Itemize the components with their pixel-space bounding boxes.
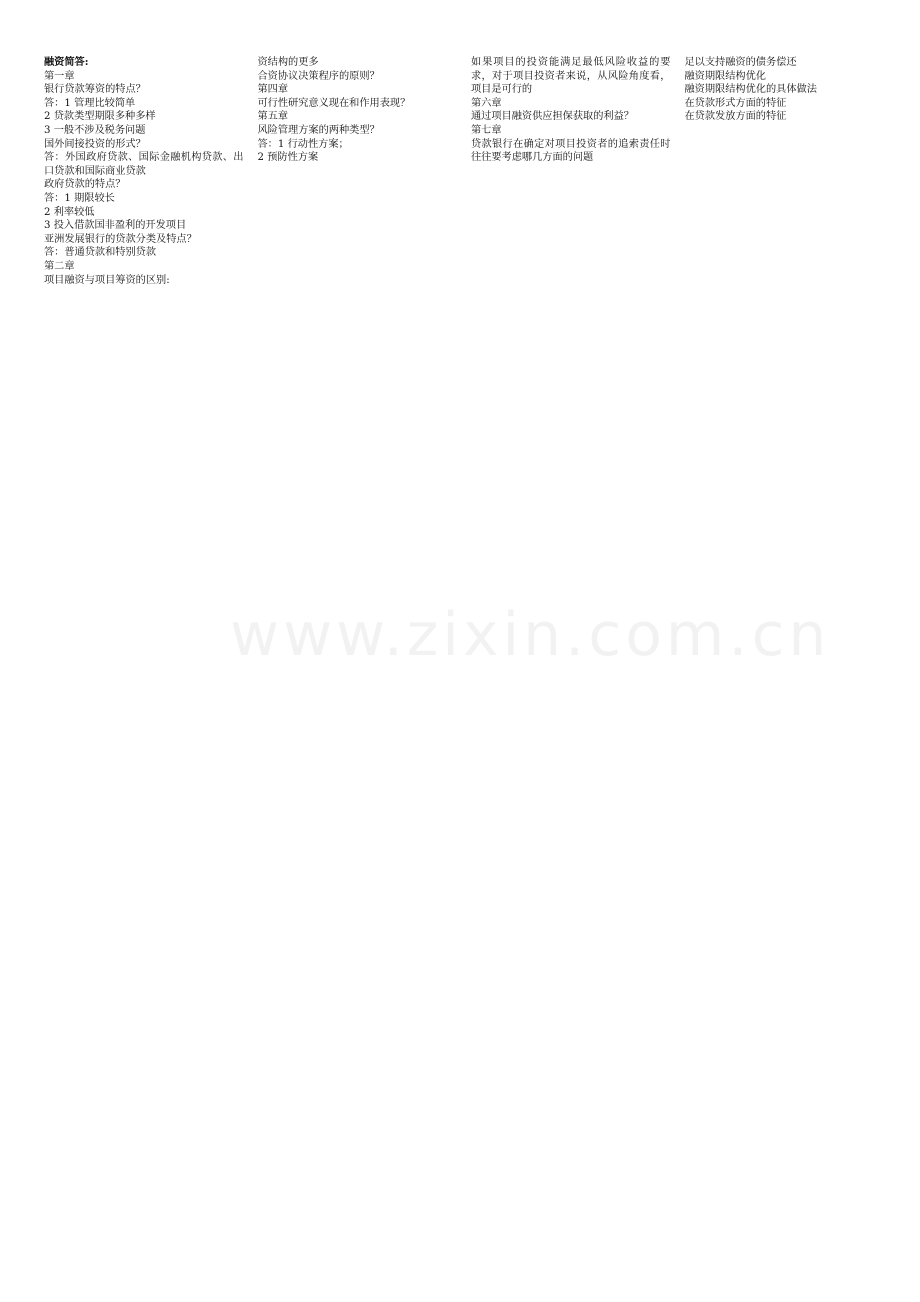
- text-line: 第二章: [44, 260, 75, 272]
- text-line: 银行贷款筹资的特点？: [44, 84, 146, 96]
- text-line: 3 投入借款国非盈利的开发项目: [44, 220, 187, 232]
- text-line: 国外间接投资的形式？: [44, 138, 146, 150]
- text-column-1: [44, 56, 244, 1286]
- text-line: 合资协议决策程序的原则？: [257, 70, 380, 82]
- text-column-2: [258, 56, 458, 1286]
- text-line: 第七章: [471, 124, 502, 136]
- text-line: 如果项目的投资能满足最低风险收益的要求，对于项目投资者来说，从风险角度看，项目是可行的: [471, 57, 671, 96]
- text-line: 在贷款发放方面的特征: [684, 111, 787, 123]
- text-line: 贷款银行在确定对项目投资者的追索责任时往往要考虑哪几方面的问题: [471, 138, 671, 164]
- text-line: 通过项目融资供应担保获取的利益？: [471, 111, 634, 123]
- text-line: 答：1 期限较长: [44, 192, 115, 204]
- text-line: 第五章: [257, 111, 289, 123]
- text-line: 答：1 管理比较简单: [44, 97, 136, 109]
- text-line: 融资期限结构优化: [684, 70, 766, 82]
- text-line: 足以支持融资的债务偿还: [684, 57, 797, 68]
- text-column-3: [471, 56, 671, 1286]
- text-line: 资结构的更多: [257, 57, 319, 68]
- text-line: 政府贷款的特点？: [44, 179, 126, 191]
- text-line: 2 利率较低: [44, 206, 95, 218]
- text-line: 3 一般不涉及税务问题: [44, 124, 146, 136]
- text-line: 2 贷款类型期限多种多样: [44, 111, 156, 123]
- text-line: 融资期限结构优化的具体做法: [684, 84, 817, 96]
- text-line: 风险管理方案的两种类型？: [257, 124, 380, 136]
- document-page: [44, 56, 884, 1286]
- watermark: www.zixin.com.cn: [230, 600, 831, 670]
- text-line: 项目融资与项目筹资的区别:: [44, 274, 170, 286]
- text-line: 融资简答:: [44, 56, 89, 68]
- text-line: 答：1 行动性方案；: [257, 138, 349, 150]
- text-line: 2 预防性方案: [257, 152, 319, 164]
- text-line: 亚洲发展银行的贷款分类及特点？: [44, 233, 197, 245]
- text-line: 在贷款形式方面的特征: [684, 97, 787, 109]
- text-column-4: [685, 56, 885, 1286]
- text-line: 可行性研究意义现在和作用表现？: [257, 97, 411, 109]
- text-line: 第四章: [257, 84, 289, 96]
- text-line: 第六章: [471, 97, 502, 109]
- text-line: 答：普通贷款和特别贷款: [44, 247, 157, 259]
- text-line: 第一章: [44, 70, 75, 82]
- text-line: 答：外国政府贷款、国际金融机构贷款、出口贷款和国际商业贷款: [44, 152, 244, 177]
